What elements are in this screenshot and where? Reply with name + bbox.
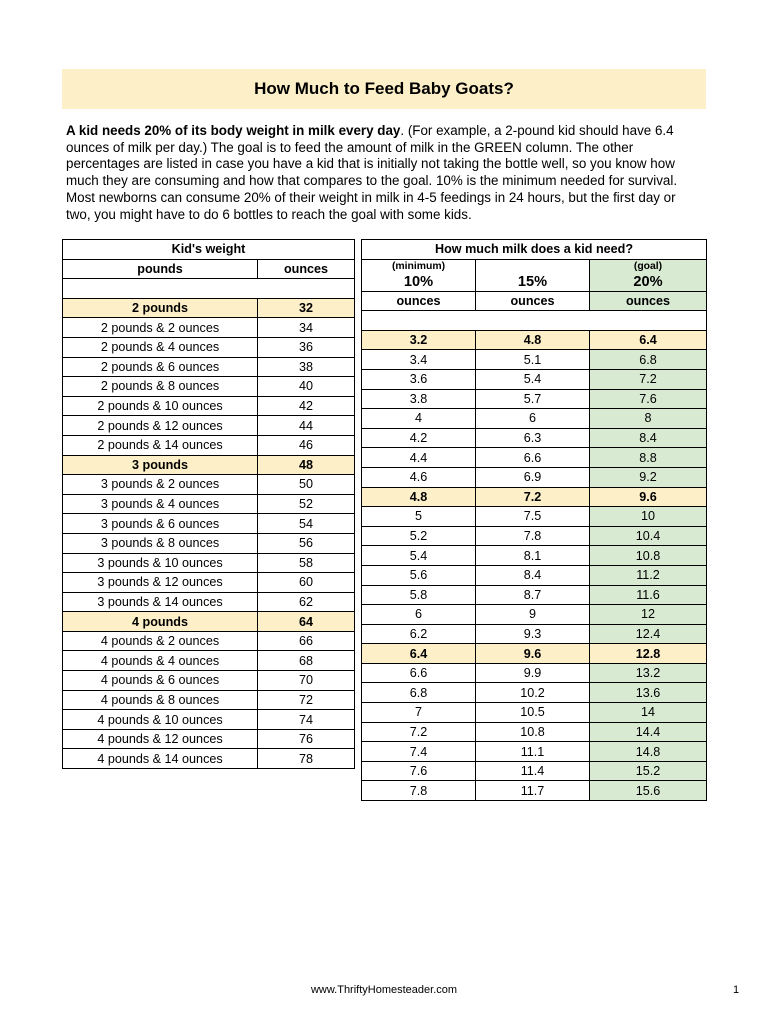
weight-label-cell: 3 pounds & 12 ounces <box>63 573 258 593</box>
milk-20pct-cell: 12.8 <box>590 644 707 664</box>
milk-10pct-cell: 5.6 <box>362 565 476 585</box>
weight-label-cell: 4 pounds & 12 ounces <box>63 729 258 749</box>
milk-20pct-cell: 8.8 <box>590 448 707 468</box>
weight-label-cell: 3 pounds & 4 ounces <box>63 494 258 514</box>
milk-15pct-cell: 9.9 <box>476 663 590 683</box>
weight-label-cell: 2 pounds & 10 ounces <box>63 396 258 416</box>
milk-15pct-cell: 11.4 <box>476 761 590 781</box>
weight-ounces-cell: 54 <box>258 514 355 534</box>
milk-15pct-cell: 8.4 <box>476 565 590 585</box>
milk-10pct-cell: 7 <box>362 703 476 723</box>
weight-label-cell: 3 pounds & 8 ounces <box>63 533 258 553</box>
milk-20pct-cell: 15.2 <box>590 761 707 781</box>
intro-bold-statement: A kid needs 20% of its body weight in milk every day <box>66 123 401 138</box>
weight-row <box>63 396 355 416</box>
weight-row <box>63 573 355 593</box>
milk-row <box>362 624 707 644</box>
milk-10pct-cell: 4.4 <box>362 448 476 468</box>
weight-row <box>63 298 355 318</box>
weight-ounces-cell: 34 <box>258 318 355 338</box>
weight-ounces-cell: 42 <box>258 396 355 416</box>
weight-ounces-cell: 52 <box>258 494 355 514</box>
weight-ounces-cell: 78 <box>258 749 355 769</box>
weight-ounces-cell: 48 <box>258 455 355 475</box>
pct15-header <box>476 259 590 291</box>
weight-row <box>63 337 355 357</box>
weight-row <box>63 612 355 632</box>
weight-ounces-cell: 44 <box>258 416 355 436</box>
pct20-header <box>590 259 707 291</box>
milk-10pct-cell: 4.8 <box>362 487 476 507</box>
weight-label-cell: 2 pounds <box>63 298 258 318</box>
milk-20pct-cell: 15.6 <box>590 781 707 801</box>
milk-20pct-cell: 14.8 <box>590 742 707 762</box>
weight-ounces-cell: 66 <box>258 631 355 651</box>
milk-10pct-cell: 6.8 <box>362 683 476 703</box>
milk-20pct-cell: 9.6 <box>590 487 707 507</box>
milk-row <box>362 409 707 429</box>
kid-weight-header: Kid's weight <box>63 240 355 260</box>
milk-10pct-cell: 4.2 <box>362 428 476 448</box>
weight-row <box>63 435 355 455</box>
weight-label-cell: 2 pounds & 2 ounces <box>63 318 258 338</box>
weight-label-cell: 4 pounds & 6 ounces <box>63 671 258 691</box>
milk-10pct-cell: 3.2 <box>362 330 476 350</box>
milk-row <box>362 605 707 625</box>
milk-row <box>362 585 707 605</box>
weight-ounces-cell: 50 <box>258 475 355 495</box>
milk-need-table <box>361 239 707 801</box>
milk-15pct-cell: 4.8 <box>476 330 590 350</box>
weight-row <box>63 592 355 612</box>
milk-20pct-cell: 6.8 <box>590 350 707 370</box>
milk-20pct-cell: 12.4 <box>590 624 707 644</box>
milk-20pct-cell: 6.4 <box>590 330 707 350</box>
milk-15pct-cell: 7.8 <box>476 526 590 546</box>
pounds-column-header: pounds <box>63 259 258 279</box>
weight-row <box>63 514 355 534</box>
milk-20pct-cell: 13.6 <box>590 683 707 703</box>
milk-15pct-cell: 5.7 <box>476 389 590 409</box>
weight-label-cell: 3 pounds & 10 ounces <box>63 553 258 573</box>
milk-15pct-cell: 11.7 <box>476 781 590 801</box>
kid-weight-table <box>62 239 355 769</box>
weight-ounces-cell: 46 <box>258 435 355 455</box>
milk-10pct-cell: 5 <box>362 507 476 527</box>
milk-20pct-cell: 12 <box>590 605 707 625</box>
milk-20pct-cell: 9.2 <box>590 467 707 487</box>
milk-10pct-cell: 5.2 <box>362 526 476 546</box>
milk-20pct-cell: 11.2 <box>590 565 707 585</box>
milk-10pct-cell: 3.4 <box>362 350 476 370</box>
weight-row <box>63 631 355 651</box>
minimum-note: (minimum) <box>391 260 446 272</box>
weight-row <box>63 455 355 475</box>
milk-15pct-cell: 10.5 <box>476 703 590 723</box>
milk-15pct-cell: 8.7 <box>476 585 590 605</box>
weight-ounces-cell: 40 <box>258 377 355 397</box>
milk-row <box>362 467 707 487</box>
weight-ounces-cell: 38 <box>258 357 355 377</box>
milk-10pct-cell: 4.6 <box>362 467 476 487</box>
milk-20pct-cell: 14 <box>590 703 707 723</box>
milk-20pct-cell: 10 <box>590 507 707 527</box>
spacer-row <box>362 311 707 331</box>
weight-label-cell: 4 pounds <box>63 612 258 632</box>
milk-row <box>362 742 707 762</box>
weight-ounces-cell: 56 <box>258 533 355 553</box>
milk-10pct-cell: 4 <box>362 409 476 429</box>
weight-row <box>63 553 355 573</box>
milk-row <box>362 683 707 703</box>
milk-row <box>362 703 707 723</box>
pct15-ounces-header: ounces <box>476 291 590 311</box>
weight-ounces-cell: 76 <box>258 729 355 749</box>
weight-label-cell: 2 pounds & 4 ounces <box>63 337 258 357</box>
weight-label-cell: 3 pounds & 14 ounces <box>63 592 258 612</box>
pct10-label: 10% <box>403 273 434 290</box>
weight-ounces-cell: 60 <box>258 573 355 593</box>
weight-row <box>63 377 355 397</box>
milk-row <box>362 507 707 527</box>
milk-15pct-cell: 9.3 <box>476 624 590 644</box>
milk-row <box>362 448 707 468</box>
intro-paragraph <box>66 123 702 223</box>
milk-15pct-cell: 6 <box>476 409 590 429</box>
milk-10pct-cell: 3.8 <box>362 389 476 409</box>
weight-row <box>63 710 355 730</box>
document-title-bar <box>62 69 706 109</box>
pct20-ounces-header: ounces <box>590 291 707 311</box>
weight-ounces-cell: 64 <box>258 612 355 632</box>
milk-row <box>362 350 707 370</box>
weight-label-cell: 2 pounds & 8 ounces <box>63 377 258 397</box>
milk-10pct-cell: 5.4 <box>362 546 476 566</box>
milk-row <box>362 663 707 683</box>
milk-row <box>362 526 707 546</box>
footer-url: www.ThriftyHomesteader.com <box>310 984 458 996</box>
milk-row <box>362 487 707 507</box>
milk-20pct-cell: 10.4 <box>590 526 707 546</box>
weight-label-cell: 2 pounds & 6 ounces <box>63 357 258 377</box>
milk-10pct-cell: 6.2 <box>362 624 476 644</box>
weight-label-cell: 3 pounds & 6 ounces <box>63 514 258 534</box>
weight-row <box>63 318 355 338</box>
spacer-row <box>63 279 355 299</box>
weight-label-cell: 3 pounds <box>63 455 258 475</box>
milk-15pct-cell: 5.1 <box>476 350 590 370</box>
pct15-label: 15% <box>517 273 548 290</box>
weight-row <box>63 475 355 495</box>
milk-15pct-cell: 9 <box>476 605 590 625</box>
weight-row <box>63 533 355 553</box>
milk-10pct-cell: 6.4 <box>362 644 476 664</box>
weight-row <box>63 749 355 769</box>
milk-15pct-cell: 7.2 <box>476 487 590 507</box>
milk-20pct-cell: 13.2 <box>590 663 707 683</box>
goal-note: (goal) <box>633 260 663 272</box>
milk-row <box>362 369 707 389</box>
milk-row <box>362 644 707 664</box>
milk-10pct-cell: 7.4 <box>362 742 476 762</box>
weight-row <box>63 690 355 710</box>
milk-15pct-cell: 11.1 <box>476 742 590 762</box>
milk-15pct-cell: 10.2 <box>476 683 590 703</box>
milk-15pct-cell: 10.8 <box>476 722 590 742</box>
weight-ounces-cell: 68 <box>258 651 355 671</box>
milk-20pct-cell: 8 <box>590 409 707 429</box>
ounces-column-header: ounces <box>258 259 355 279</box>
weight-label-cell: 4 pounds & 2 ounces <box>63 631 258 651</box>
milk-row <box>362 428 707 448</box>
weight-row <box>63 494 355 514</box>
weight-label-cell: 2 pounds & 12 ounces <box>63 416 258 436</box>
milk-row <box>362 546 707 566</box>
milk-row <box>362 330 707 350</box>
pct20-label: 20% <box>633 273 663 290</box>
weight-label-cell: 4 pounds & 8 ounces <box>63 690 258 710</box>
milk-15pct-cell: 6.3 <box>476 428 590 448</box>
page-number: 1 <box>733 984 740 996</box>
weight-row <box>63 357 355 377</box>
milk-15pct-cell: 7.5 <box>476 507 590 527</box>
milk-15pct-cell: 9.6 <box>476 644 590 664</box>
weight-label-cell: 3 pounds & 2 ounces <box>63 475 258 495</box>
milk-10pct-cell: 7.6 <box>362 761 476 781</box>
milk-10pct-cell: 7.2 <box>362 722 476 742</box>
weight-label-cell: 4 pounds & 10 ounces <box>63 710 258 730</box>
milk-10pct-cell: 6 <box>362 605 476 625</box>
weight-ounces-cell: 62 <box>258 592 355 612</box>
intro-text: . (For example, a 2-pound kid should have 6.4 ounces of milk per day.) The goal is to feed the amount of milk in the GREEN column. The other percentages are listed in case you have a kid that is initially not taking the bottle well, so you know how much they are consuming and how that compares to the goal. 10% is the minimum needed for survival. Most newborns can consume 20% of their weight in milk in 4-5 feedings in 24 hours, but the first day or two, you might have to do 6 bottles to reach the goal with some kids. <box>66 123 678 222</box>
weight-row <box>63 651 355 671</box>
milk-15pct-cell: 8.1 <box>476 546 590 566</box>
weight-ounces-cell: 58 <box>258 553 355 573</box>
weight-row <box>63 416 355 436</box>
milk-row <box>362 565 707 585</box>
milk-row <box>362 781 707 801</box>
milk-10pct-cell: 5.8 <box>362 585 476 605</box>
pct10-header <box>362 259 476 291</box>
milk-need-header: How much milk does a kid need? <box>362 240 707 260</box>
milk-10pct-cell: 3.6 <box>362 369 476 389</box>
milk-20pct-cell: 7.6 <box>590 389 707 409</box>
weight-ounces-cell: 74 <box>258 710 355 730</box>
milk-20pct-cell: 14.4 <box>590 722 707 742</box>
weight-ounces-cell: 70 <box>258 671 355 691</box>
document-title: How Much to Feed Baby Goats? <box>254 79 514 98</box>
milk-20pct-cell: 10.8 <box>590 546 707 566</box>
milk-row <box>362 722 707 742</box>
milk-row <box>362 761 707 781</box>
milk-15pct-cell: 6.6 <box>476 448 590 468</box>
weight-label-cell: 4 pounds & 14 ounces <box>63 749 258 769</box>
weight-ounces-cell: 32 <box>258 298 355 318</box>
milk-20pct-cell: 8.4 <box>590 428 707 448</box>
milk-10pct-cell: 6.6 <box>362 663 476 683</box>
weight-label-cell: 4 pounds & 4 ounces <box>63 651 258 671</box>
pct10-ounces-header: ounces <box>362 291 476 311</box>
weight-ounces-cell: 72 <box>258 690 355 710</box>
milk-20pct-cell: 11.6 <box>590 585 707 605</box>
weight-row <box>63 671 355 691</box>
milk-row <box>362 389 707 409</box>
milk-20pct-cell: 7.2 <box>590 369 707 389</box>
weight-label-cell: 2 pounds & 14 ounces <box>63 435 258 455</box>
milk-10pct-cell: 7.8 <box>362 781 476 801</box>
weight-row <box>63 729 355 749</box>
weight-ounces-cell: 36 <box>258 337 355 357</box>
milk-15pct-cell: 5.4 <box>476 369 590 389</box>
milk-15pct-cell: 6.9 <box>476 467 590 487</box>
